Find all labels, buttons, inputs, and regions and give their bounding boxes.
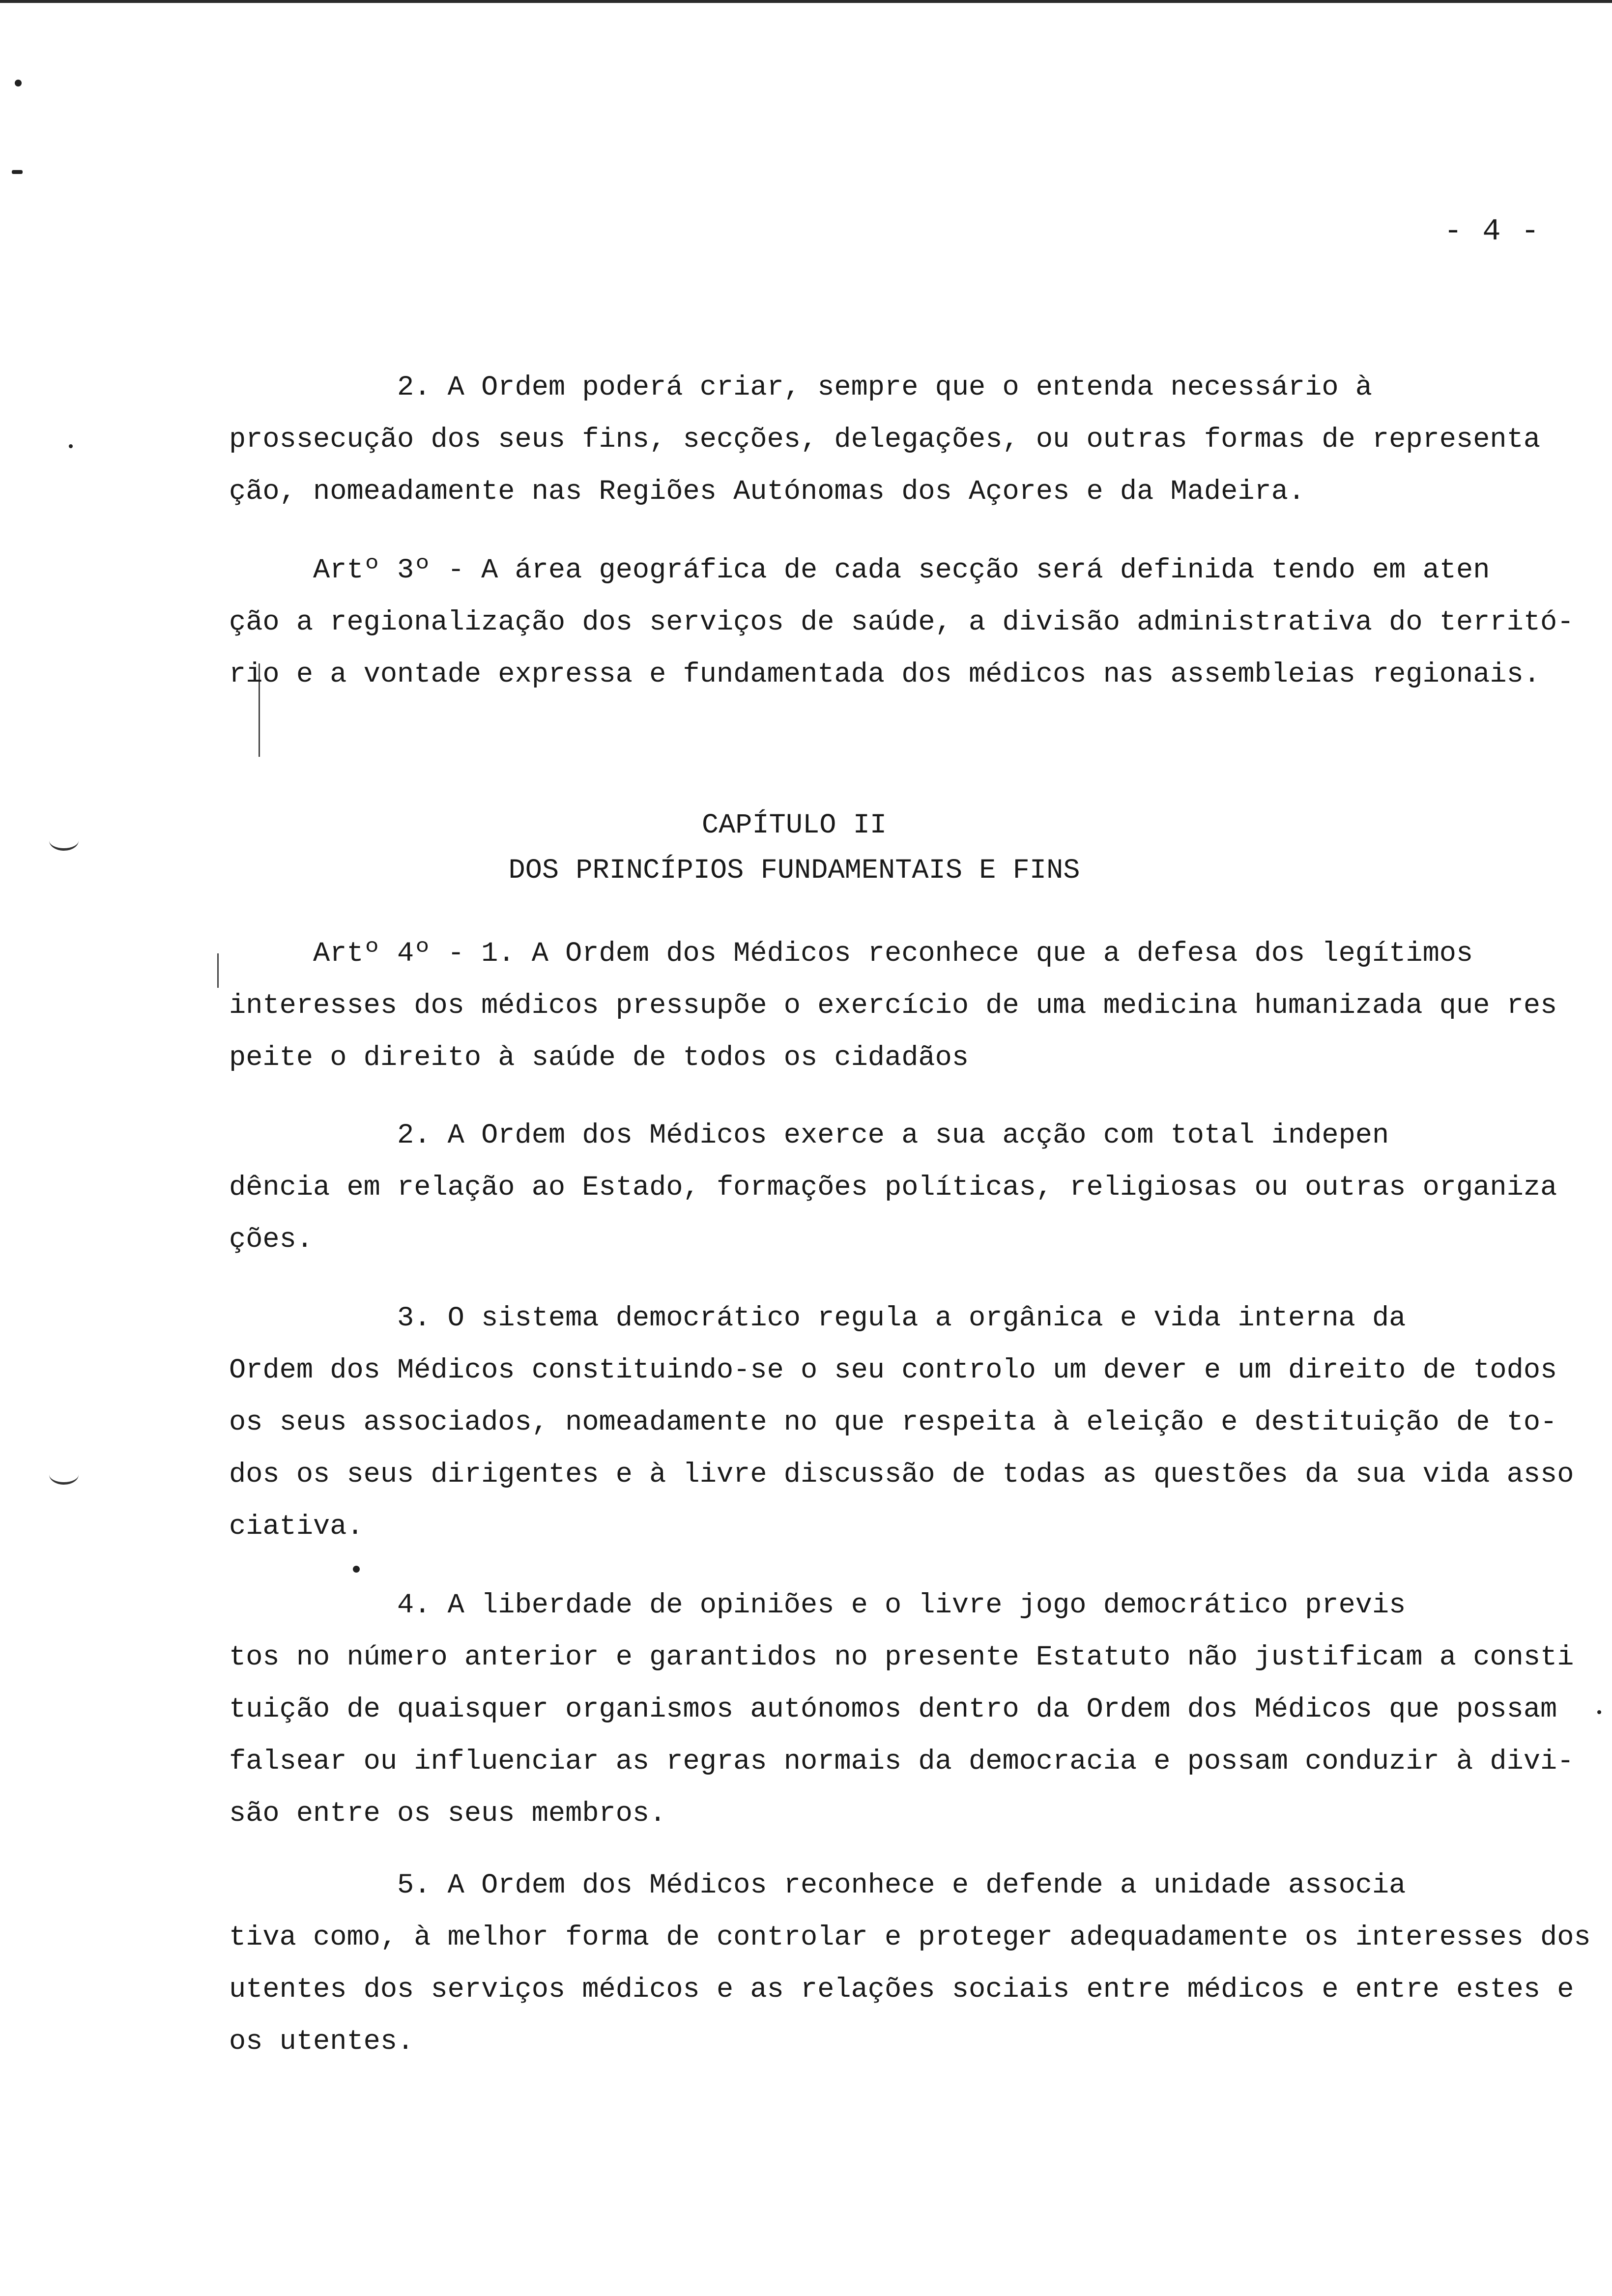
scan-speck: [69, 444, 73, 448]
text-line: peite o direito à saúde de todos os cidadãos: [229, 1042, 969, 1074]
text-line: são entre os seus membros.: [229, 1798, 666, 1830]
text-line: dos os seus dirigentes e à livre discussão de todas as questões da sua vida asso: [229, 1459, 1574, 1491]
text-line: rio e a vontade expressa e fundamentada dos médicos nas assembleias regionais.: [229, 659, 1541, 690]
text-line: 4. A liberdade de opiniões e o livre jogo democrático previs: [229, 1590, 1406, 1621]
page-number: - 4 -: [1444, 214, 1541, 249]
text-line: Ordem dos Médicos constituindo-se o seu controlo um dever e um direito de todos: [229, 1355, 1557, 1386]
paragraph-art4-5: [229, 1860, 1591, 2068]
punch-hole-mark: [49, 831, 79, 851]
text-line: os seus associados, nomeadamente no que respeita à eleição e destituição de to-: [229, 1407, 1557, 1438]
scan-speck: [12, 170, 23, 174]
text-line: dência em relação ao Estado, formações políticas, religiosas ou outras organiza: [229, 1172, 1557, 1204]
chapter-title: DOS PRINCÍPIOS FUNDAMENTAIS E FINS: [508, 855, 1080, 887]
scan-speck: [15, 80, 22, 86]
text-line: 2. A Ordem dos Médicos exerce a sua acção com total indepen: [229, 1120, 1389, 1151]
punch-hole-mark: [49, 1464, 79, 1485]
paragraph-art4-4: [229, 1579, 1574, 1840]
text-line: ção a regionalização dos serviços de saúde, a divisão administrativa do territó-: [229, 607, 1574, 638]
text-line: 3. O sistema democrático regula a orgânica e vida interna da: [229, 1303, 1406, 1334]
text-line: tos no número anterior e garantidos no presente Estatuto não justificam a consti: [229, 1642, 1574, 1673]
text-line: ção, nomeadamente nas Regiões Autónomas dos Açores e da Madeira.: [229, 476, 1305, 508]
text-line: 2. A Ordem poderá criar, sempre que o entenda necessário à: [229, 372, 1372, 403]
chapter-number: CAPÍTULO II: [701, 810, 887, 841]
text-line: os utentes.: [229, 2026, 414, 2058]
text-line: Artº 3º - A área geográfica de cada secção será definida tendo em aten: [229, 555, 1490, 586]
text-line: tuição de quaisquer organismos autónomos dentro da Ordem dos Médicos que possam: [229, 1694, 1557, 1725]
margin-line: [217, 953, 219, 988]
scan-speck: [1597, 1710, 1601, 1714]
text-line: ções.: [229, 1224, 314, 1256]
paragraph-art4-3: [229, 1292, 1574, 1553]
text-line: tiva como, à melhor forma de controlar e proteger adequadamente os interesses dos: [229, 1922, 1591, 1953]
text-line: Artº 4º - 1. A Ordem dos Médicos reconhece que a defesa dos legítimos: [229, 938, 1473, 970]
paragraph-art4-2: [229, 1110, 1556, 1266]
scan-speck: [353, 1566, 360, 1573]
paragraph-art3: [229, 545, 1574, 701]
text-line: prossecução dos seus fins, secções, delegações, ou outras formas de representa: [229, 424, 1541, 456]
text-line: utentes dos serviços médicos e as relações sociais entre médicos e entre estes e: [229, 1974, 1574, 2006]
text-line: 5. A Ordem dos Médicos reconhece e defende a unidade associa: [229, 1870, 1406, 1901]
paragraph-art2-2: [229, 362, 1556, 518]
text-line: interesses dos médicos pressupõe o exercício de uma medicina humanizada que res: [229, 990, 1557, 1022]
text-line: ciativa.: [229, 1511, 364, 1543]
paragraph-art4-1: [229, 928, 1556, 1084]
text-line: falsear ou influenciar as regras normais da democracia e possam conduzir à divi-: [229, 1746, 1574, 1778]
scan-top-edge: [0, 0, 1612, 3]
